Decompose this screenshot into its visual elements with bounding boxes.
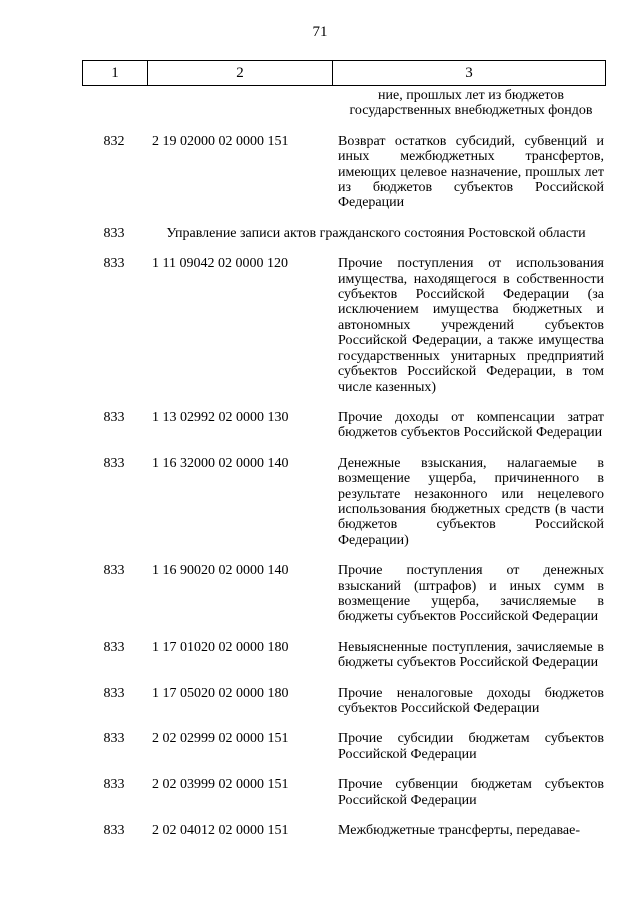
- admin-code: 832: [103, 133, 125, 149]
- admin-code: 833: [103, 639, 125, 655]
- column-header-table: [82, 60, 606, 86]
- table-row: [82, 456, 606, 548]
- continuation-row: [82, 88, 606, 119]
- admin-code: 833: [103, 409, 125, 425]
- table-row: [82, 686, 606, 717]
- kbk-code: 1 11 09042 02 0000 120: [152, 256, 288, 272]
- income-description: Прочие субсидии бюджетам субъектов Российской Федерации: [338, 731, 604, 762]
- admin-code: 833: [103, 563, 125, 579]
- admin-code: 833: [103, 455, 125, 471]
- section-row: [82, 226, 606, 241]
- kbk-code: 1 16 90020 02 0000 140: [152, 563, 289, 579]
- table-row: [82, 256, 606, 395]
- income-description: Межбюджетные трансферты, передавае-: [338, 823, 580, 839]
- section-title: Управление записи актов гражданского состояния Ростовской области: [166, 225, 586, 241]
- column-header-3: 3: [333, 61, 606, 86]
- table-body: [82, 88, 606, 853]
- table-row: [82, 134, 606, 211]
- table-row: [82, 563, 606, 625]
- column-header-1: 1: [83, 61, 148, 86]
- kbk-code: 2 02 02999 02 0000 151: [152, 731, 289, 747]
- income-description: Прочие поступления от денежных взысканий (штрафов) и иных сумм в возмещение ущерба, зачисляемые в бюджеты субъектов Российской Федерации: [338, 563, 604, 625]
- admin-code: 833: [103, 685, 125, 701]
- continuation-text: ние, прошлых лет из бюджетов государственных внебюджетных фондов: [349, 88, 593, 119]
- table-row: [82, 731, 606, 762]
- kbk-code: 1 16 32000 02 0000 140: [152, 455, 289, 471]
- column-header-2: 2: [148, 61, 333, 86]
- kbk-code: 1 17 01020 02 0000 180: [152, 639, 289, 655]
- income-description: Прочие субвенции бюджетам субъектов Российской Федерации: [338, 777, 604, 808]
- page-number: 71: [312, 24, 328, 40]
- kbk-code: 1 13 02992 02 0000 130: [152, 409, 289, 425]
- admin-code: 833: [103, 823, 125, 839]
- income-description: Денежные взыскания, налагаемые в возмещение ущерба, причиненного в результате незаконного или нецелевого использования бюджетных средств (в части бюджетов субъектов Российской Федерации): [338, 455, 604, 548]
- admin-code: 833: [103, 777, 125, 793]
- kbk-code: 2 19 02000 02 0000 151: [152, 133, 289, 149]
- income-description: Прочие неналоговые доходы бюджетов субъектов Российской Федерации: [338, 685, 604, 716]
- kbk-code: 2 02 03999 02 0000 151: [152, 777, 289, 793]
- section-code: 833: [103, 225, 125, 241]
- kbk-code: 2 02 04012 02 0000 151: [152, 823, 289, 839]
- kbk-code: 1 17 05020 02 0000 180: [152, 685, 289, 701]
- table-row: [82, 823, 606, 838]
- table-row: [82, 777, 606, 808]
- income-description: Прочие поступления от использования имущества, находящегося в собственности субъектов Российской Федерации (за исключением имущества бюджетных и автономных учреждений субъектов Российской Федерации, а также имущества государственных унитарных предприятий субъектов Российской Федерации, в том числе казенных): [338, 256, 604, 395]
- admin-code: 833: [103, 731, 125, 747]
- table-row: [82, 640, 606, 671]
- income-description: Невыясненные поступления, зачисляемые в бюджеты субъектов Российской Федерации: [338, 639, 604, 671]
- admin-code: 833: [103, 256, 125, 272]
- income-description: Прочие доходы от компенсации затрат бюджетов субъектов Российской Федерации: [338, 409, 604, 441]
- income-description: Возврат остатков субсидий, субвенций и иных межбюджетных трансфертов, имеющих целевое назначение, прошлых лет из бюджетов субъектов Российской Федерации: [338, 133, 604, 211]
- table-row: [82, 410, 606, 441]
